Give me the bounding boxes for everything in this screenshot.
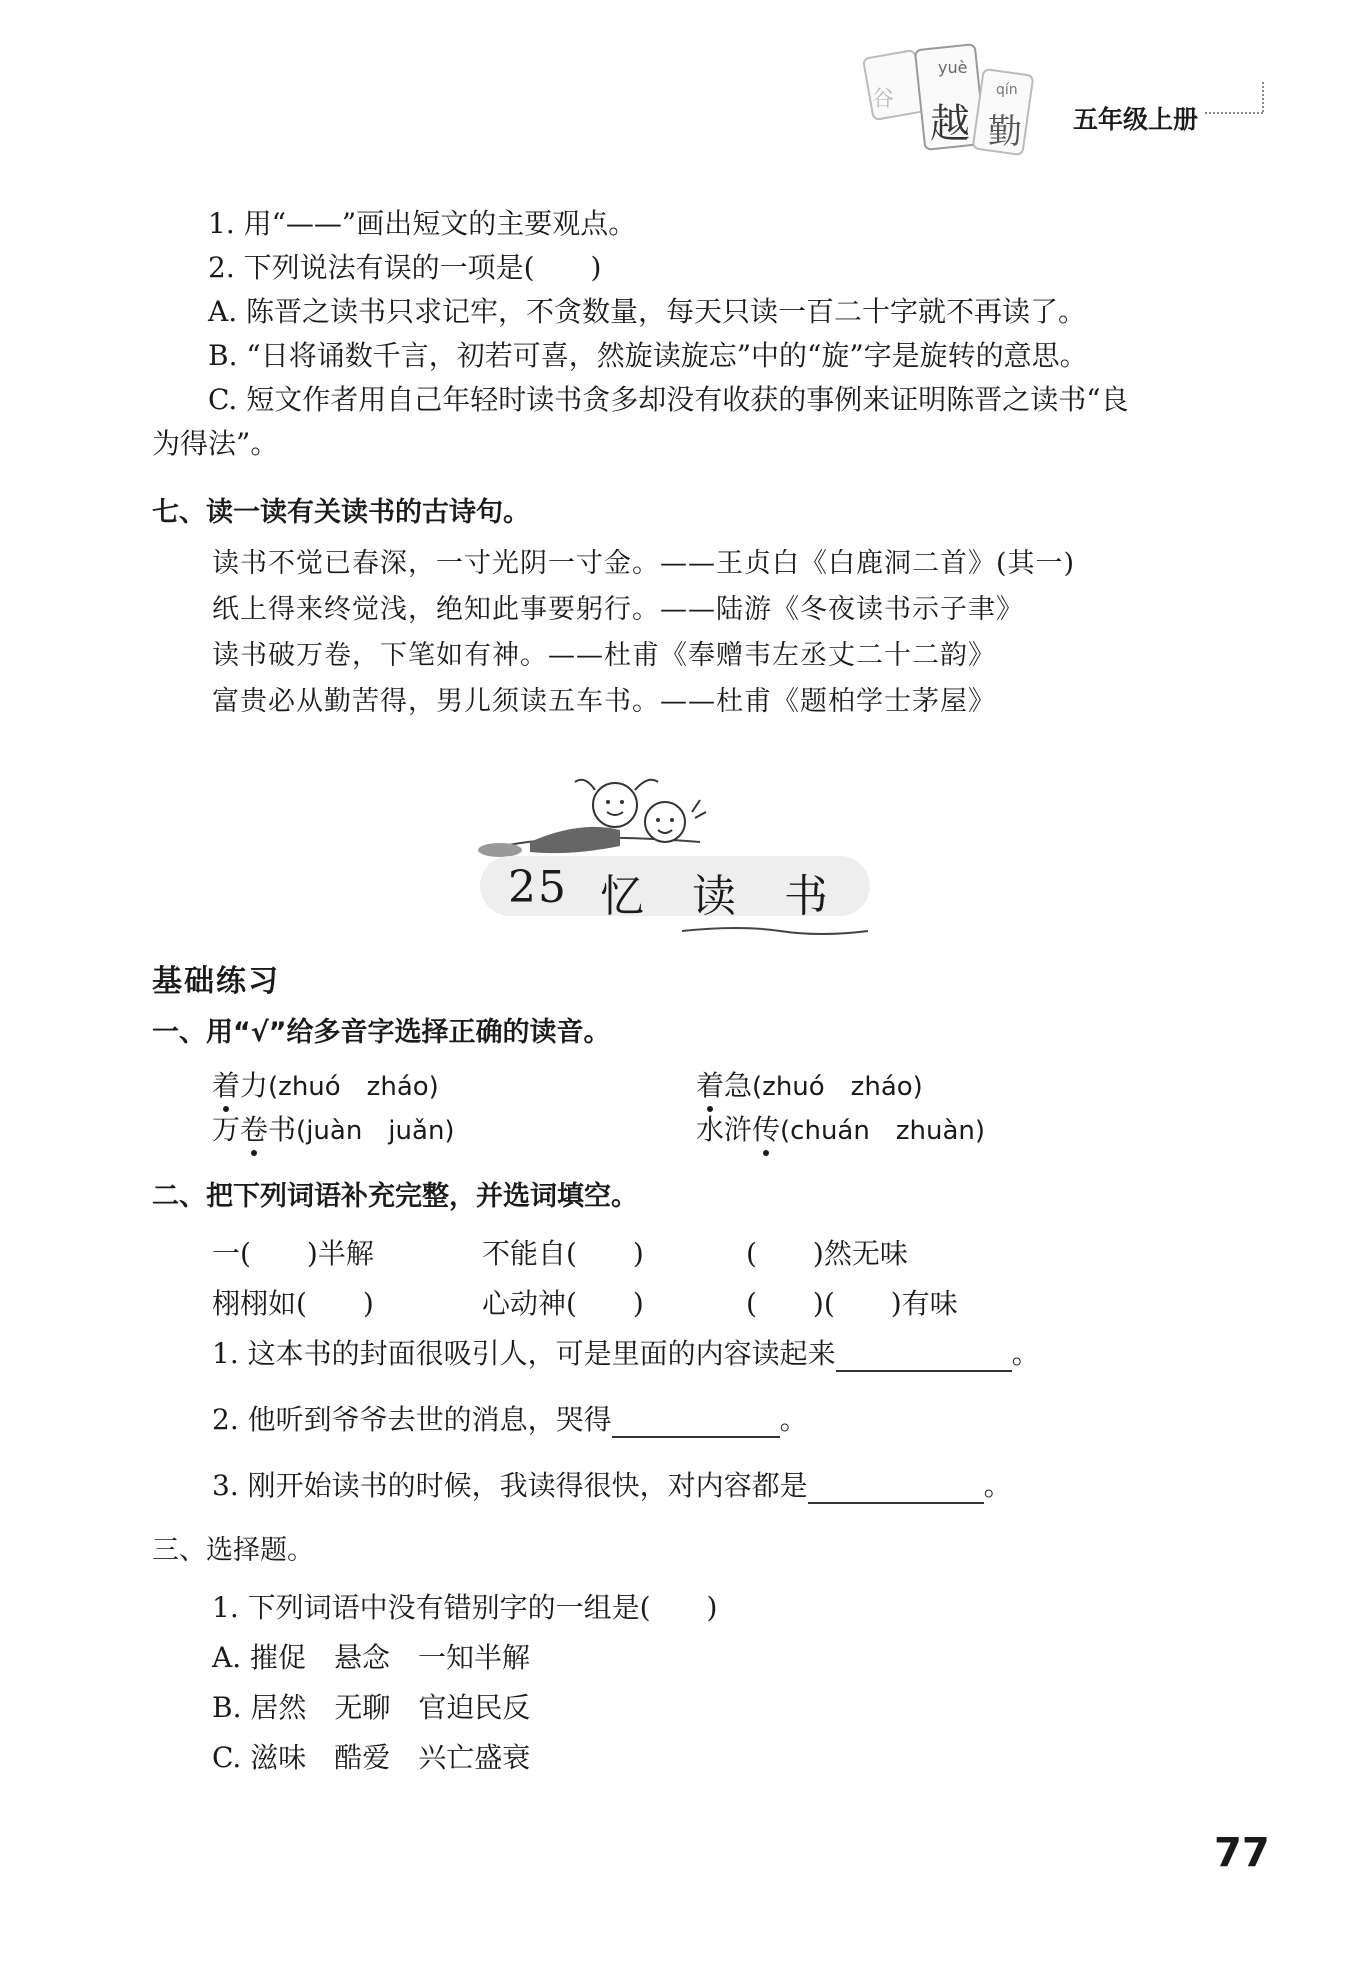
logo-pinyin-2: qín (996, 82, 1018, 98)
lesson-title-underline (680, 922, 870, 941)
word-blank-5[interactable]: 心动神( ) (482, 1287, 644, 1320)
polyphone-item-1: 着力(zhuó zháo) (212, 1069, 439, 1102)
poem-line-2: 纸上得来终觉浅，绝知此事要躬行。——陆游《冬夜读书示子聿》 (212, 594, 1024, 625)
polyphone-item-4: 水浒传(chuán zhuàn) (696, 1113, 985, 1146)
q3-heading: 三、选择题。 (152, 1535, 314, 1566)
lesson-title-char-2: 读 (692, 871, 738, 922)
pinyin-options: (zhuó zháo) (268, 1072, 439, 1102)
dotted-char: 卷 (240, 1113, 269, 1146)
answer-blank[interactable] (836, 1340, 1012, 1372)
pinyin-options: (chuán zhuàn) (780, 1116, 985, 1146)
fill-sentence-3: 3. 刚开始读书的时候，我读得很快，对内容都是 。 (212, 1469, 1012, 1502)
prev-q1: 1. 用“——”画出短文的主要观点。 (208, 207, 637, 240)
word-blank-6[interactable]: ( )( )有味 (746, 1287, 958, 1320)
page-number: 77 (1214, 1830, 1270, 1876)
header-rule-right (1262, 82, 1264, 112)
q2-heading: 二、把下列词语补充完整，并选词填空。 (152, 1181, 638, 1212)
grade-label: 五年级上册 (1073, 105, 1199, 134)
q3-option-c[interactable]: C. 滋味 酷爱 兴亡盛衰 (212, 1741, 531, 1774)
word-blank-2[interactable]: 不能自( ) (482, 1237, 644, 1270)
q3-sub1: 1. 下列词语中没有错别字的一组是( ) (212, 1591, 718, 1624)
prev-option-c-line1: C. 短文作者用自己年轻时读书贪多却没有收获的事例来证明陈晋之读书“良 (208, 383, 1129, 416)
header-rule (1205, 112, 1263, 114)
lesson-title-char-3: 书 (784, 871, 830, 922)
poem-line-4: 富贵必从勤苦得，男儿须读五车书。——杜甫《题柏学士茅屋》 (212, 686, 996, 717)
fill-sentence-2: 2. 他听到爷爷去世的消息，哭得 。 (212, 1403, 808, 1436)
prev-option-c-line2: 为得法”。 (152, 427, 279, 460)
children-illustration (470, 760, 710, 870)
word-blank-1[interactable]: 一( )半解 (212, 1237, 374, 1270)
q1-heading: 一、用“√”给多音字选择正确的读音。 (152, 1017, 611, 1048)
logo-char-2: 越 (930, 101, 970, 147)
prev-q2: 2. 下列说法有误的一项是( ) (208, 251, 602, 284)
logo-char-3: 勤 (988, 112, 1022, 152)
polyphone-item-3: 万卷书(juàn juǎn) (212, 1113, 455, 1146)
polyphone-item-2: 着急(zhuó zháo) (696, 1069, 923, 1102)
poem-line-3: 读书破万卷，下笔如有神。——杜甫《奉赠韦左丞丈二十二韵》 (212, 640, 996, 671)
header-logo (848, 42, 1038, 172)
prev-option-b: B. “日将诵数千言，初若可喜，然旋读旋忘”中的“旋”字是旋转的意思。 (208, 339, 1088, 372)
dotted-char: 着 (696, 1069, 725, 1102)
logo-pinyin-1: yuè (938, 58, 968, 77)
word-blank-4[interactable]: 栩栩如( ) (212, 1287, 374, 1320)
q3-option-b[interactable]: B. 居然 无聊 官迫民反 (212, 1691, 531, 1724)
lesson-title-char-1: 忆 (600, 871, 646, 922)
q3-option-a[interactable]: A. 摧促 悬念 一知半解 (212, 1641, 531, 1674)
word-blank-3[interactable]: ( )然无味 (746, 1237, 908, 1270)
dotted-char: 传 (752, 1113, 781, 1146)
fill-sentence-1: 1. 这本书的封面很吸引人，可是里面的内容读起来 。 (212, 1337, 1040, 1370)
poem-line-1: 读书不觉已春深，一寸光阴一寸金。——王贞白《白鹿洞二首》(其一) (212, 548, 1076, 579)
pinyin-options: (juàn juǎn) (296, 1116, 455, 1146)
answer-blank[interactable] (612, 1406, 780, 1438)
logo-char-1: 谷 (872, 87, 895, 112)
lesson-number: 25 (508, 862, 568, 913)
section7-heading: 七、读一读有关读书的古诗句。 (152, 497, 530, 528)
pinyin-options: (zhuó zháo) (752, 1072, 923, 1102)
prev-option-a: A. 陈晋之读书只求记牢，不贪数量，每天只读一百二十字就不再读了。 (208, 295, 1087, 328)
answer-blank[interactable] (808, 1472, 984, 1504)
basics-heading: 基础练习 (152, 964, 280, 999)
dotted-char: 着 (212, 1069, 241, 1102)
